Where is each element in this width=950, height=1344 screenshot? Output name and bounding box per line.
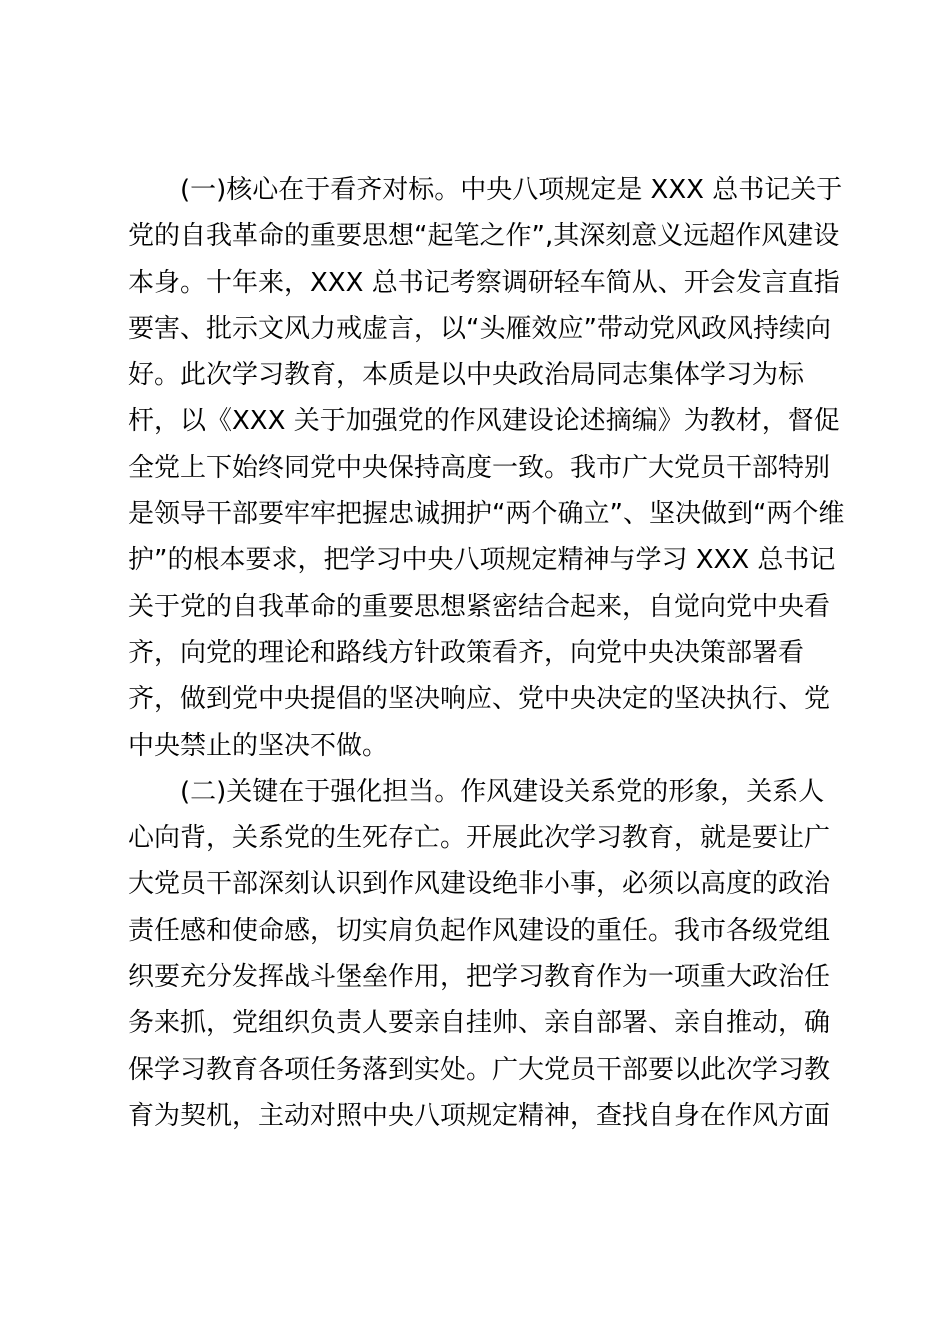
text-line: (二)关键在于强化担当。作风建设关系党的形象，关系人 [180, 776, 825, 807]
text-line: 齐，做到党中央提倡的坚决响应、党中央决定的坚决执行、党 [128, 684, 831, 715]
text-line: 党的自我革命的重要思想“起笔之作”,其深刻意义远超作风建设 [128, 221, 840, 252]
text-line: 好。此次学习教育，本质是以中央政治局同志集体学习为标 [128, 360, 805, 391]
text-line: 务来抓，党组织负责人要亲自挂帅、亲自部署、亲自推动，确 [128, 1008, 831, 1039]
paragraph-1 [128, 167, 845, 769]
text-line: 保学习教育各项任务落到实处。广大党员干部要以此次学习教 [128, 1054, 831, 1085]
text-line: 关于党的自我革命的重要思想紧密结合起来，自觉向党中央看 [128, 591, 831, 622]
document-body [128, 167, 845, 1139]
text-line: 织要充分发挥战斗堡垒作用，把学习教育作为一项重大政治任 [128, 962, 831, 993]
text-line: 中央禁止的坚决不做。 [128, 730, 389, 761]
text-line: 护”的根本要求，把学习中央八项规定精神与学习 XXX 总书记 [128, 545, 836, 576]
text-line: 心向背，关系党的生死存亡。开展此次学习教育，就是要让广 [128, 823, 831, 854]
text-line: 育为契机，主动对照中央八项规定精神，查找自身在作风方面 [128, 1100, 831, 1131]
text-line: 杆，以《XXX 关于加强党的作风建设论述摘编》为教材，督促 [128, 406, 840, 437]
text-line: 本身。十年来，XXX 总书记考察调研轻车简从、开会发言直指 [128, 267, 840, 298]
paragraph-2 [128, 769, 830, 1139]
text-line: 齐，向党的理论和路线方针政策看齐，向党中央决策部署看 [128, 637, 805, 668]
text-line: 责任感和使命感，切实肩负起作风建设的重任。我市各级党组 [128, 915, 831, 946]
text-line: 大党员干部深刻认识到作风建设绝非小事，必须以高度的政治 [128, 869, 831, 900]
text-line: 是领导干部要牢牢把握忠诚拥护“两个确立”、坚决做到“两个维 [128, 499, 845, 530]
text-line: 全党上下始终同党中央保持高度一致。我市广大党员干部特别 [128, 452, 831, 483]
text-line: 要害、批示文风力戒虚言，以“头雁效应”带动党风政风持续向 [128, 313, 831, 344]
text-line: (一)核心在于看齐对标。中央八项规定是 XXX 总书记关于 [180, 175, 843, 205]
